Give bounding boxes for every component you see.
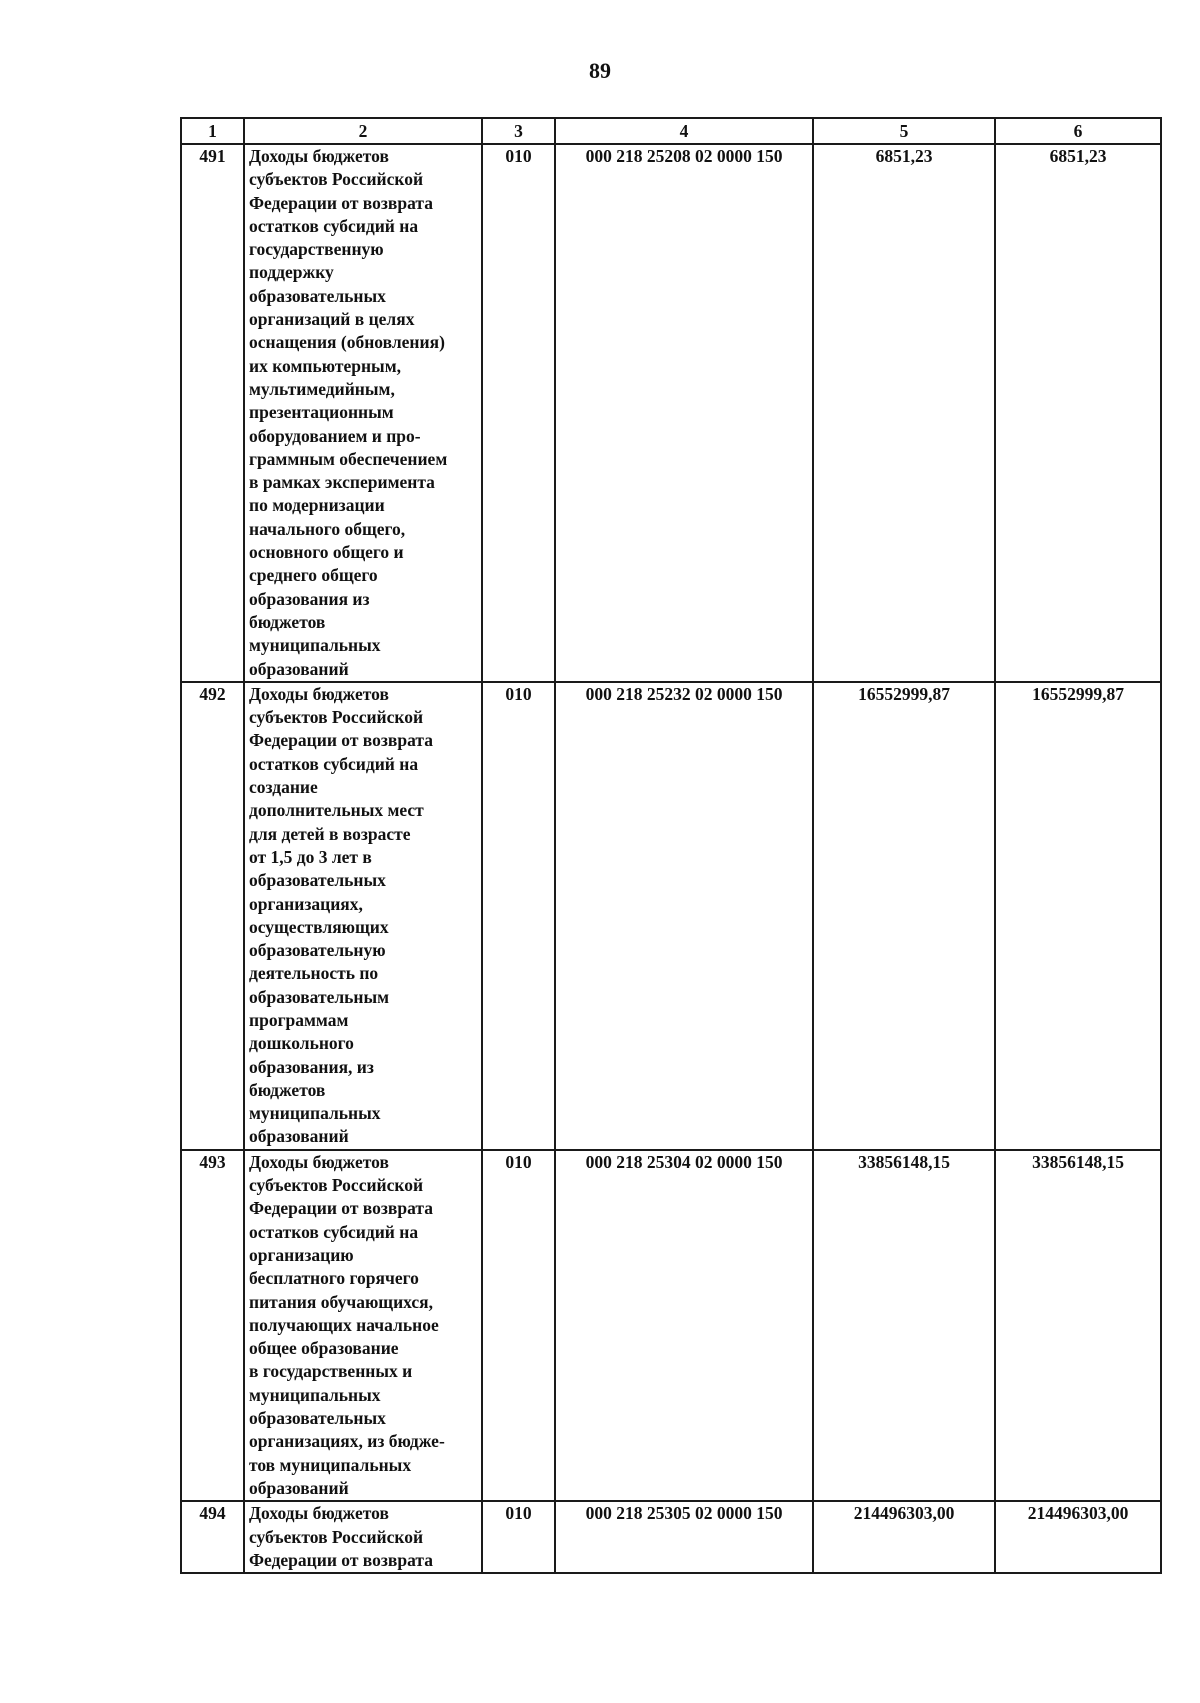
description-line: Федерации от возврата [249, 192, 433, 213]
description-line: образовательным [249, 986, 390, 1007]
description-line: граммным обеспечением [249, 448, 448, 469]
row-amount-col6: 6851,23 [995, 144, 1161, 682]
description-line: бюджетов [249, 1079, 326, 1100]
description-line: их компьютерным, [249, 355, 402, 376]
column-header-3: 3 [482, 118, 555, 144]
description-line: деятельность по [249, 963, 379, 984]
description-line: среднего общего [249, 565, 378, 586]
row-amount-col5: 33856148,15 [813, 1150, 995, 1501]
row-budget-classification-code: 000 218 25305 02 0000 150 [555, 1501, 813, 1573]
column-header-6: 6 [995, 118, 1161, 144]
row-budget-classification-code: 000 218 25208 02 0000 150 [555, 144, 813, 682]
description-line: муниципальных [249, 635, 381, 656]
description-line: Доходы бюджетов [249, 1151, 389, 1172]
description-line: в государственных и [249, 1361, 413, 1382]
row-description [244, 682, 482, 1150]
description-line: оснащения (обновления) [249, 332, 445, 353]
description-line: Доходы бюджетов [249, 683, 389, 704]
page-number: 89 [589, 58, 611, 83]
description-line: поддержку [249, 262, 334, 283]
description-line: в рамках эксперимента [249, 472, 435, 493]
description-line: образований [249, 1126, 349, 1147]
description-line: остатков субсидий на [249, 753, 419, 774]
row-amount-col5: 214496303,00 [813, 1501, 995, 1573]
row-description [244, 1501, 482, 1573]
description-line: основного общего и [249, 542, 404, 563]
description-line: Доходы бюджетов [249, 1503, 389, 1524]
description-line: создание [249, 777, 318, 798]
description-line: образовательных [249, 870, 386, 891]
description-line: субъектов Российской [249, 169, 424, 190]
description-line: презентационным [249, 402, 394, 423]
description-line: бюджетов [249, 611, 326, 632]
description-line: питания обучающихся, [249, 1291, 434, 1312]
description-line: Федерации от возврата [249, 730, 433, 751]
row-description [244, 144, 482, 682]
description-line: организациях, [249, 893, 363, 914]
description-line: получающих начальное [249, 1314, 439, 1335]
description-line: организаций в целях [249, 309, 415, 330]
description-line: бесплатного горячего [249, 1268, 419, 1289]
description-line: оборудованием и про- [249, 425, 421, 446]
description-line: мультимедийным, [249, 378, 395, 399]
description-line: организациях, из бюдже- [249, 1431, 445, 1452]
column-header-2: 2 [244, 118, 482, 144]
row-admin-code: 010 [482, 1501, 555, 1573]
row-admin-code: 010 [482, 144, 555, 682]
row-budget-classification-code: 000 218 25304 02 0000 150 [555, 1150, 813, 1501]
row-number: 493 [181, 1150, 244, 1501]
row-amount-col6: 16552999,87 [995, 682, 1161, 1150]
row-description [244, 1150, 482, 1501]
description-line: субъектов Российской [249, 707, 424, 728]
description-line: образовательных [249, 285, 386, 306]
table-row [181, 682, 1161, 1150]
description-line: субъектов Российской [249, 1526, 424, 1547]
description-line: для детей в возрасте [249, 823, 411, 844]
description-line: остатков субсидий на [249, 215, 419, 236]
row-amount-col5: 16552999,87 [813, 682, 995, 1150]
table-body [181, 144, 1161, 1573]
description-line: общее образование [249, 1338, 399, 1359]
description-line: дошкольного [249, 1033, 354, 1054]
row-number: 494 [181, 1501, 244, 1573]
description-line: образований [249, 1477, 349, 1498]
description-line: осуществляющих [249, 916, 389, 937]
description-line: остатков субсидий на [249, 1221, 419, 1242]
description-line: организацию [249, 1244, 354, 1265]
description-line: по модернизации [249, 495, 385, 516]
row-number: 491 [181, 144, 244, 682]
description-line: тов муниципальных [249, 1454, 412, 1475]
description-line: образования, из [249, 1056, 374, 1077]
table-row [181, 1501, 1161, 1573]
description-line: дополнительных мест [249, 800, 424, 821]
header-row [181, 118, 1161, 144]
row-amount-col6: 214496303,00 [995, 1501, 1161, 1573]
description-line: образований [249, 658, 349, 679]
row-amount-col6: 33856148,15 [995, 1150, 1161, 1501]
description-line: начального общего, [249, 518, 406, 539]
description-line: муниципальных [249, 1384, 381, 1405]
row-number: 492 [181, 682, 244, 1150]
description-line: муниципальных [249, 1103, 381, 1124]
description-line: Федерации от возврата [249, 1549, 433, 1570]
row-admin-code: 010 [482, 682, 555, 1150]
row-budget-classification-code: 000 218 25232 02 0000 150 [555, 682, 813, 1150]
row-amount-col5: 6851,23 [813, 144, 995, 682]
row-admin-code: 010 [482, 1150, 555, 1501]
description-line: образования из [249, 588, 370, 609]
column-header-5: 5 [813, 118, 995, 144]
description-line: субъектов Российской [249, 1175, 424, 1196]
description-line: образовательных [249, 1408, 386, 1429]
description-line: программам [249, 1009, 349, 1030]
description-line: Федерации от возврата [249, 1198, 433, 1219]
table-row [181, 144, 1161, 682]
budget-table [180, 117, 1162, 1574]
table-row [181, 1150, 1161, 1501]
column-header-4: 4 [555, 118, 813, 144]
description-line: от 1,5 до 3 лет в [249, 846, 372, 867]
column-header-1: 1 [181, 118, 244, 144]
description-line: образовательную [249, 940, 386, 961]
description-line: государственную [249, 239, 384, 260]
description-line: Доходы бюджетов [249, 146, 389, 166]
